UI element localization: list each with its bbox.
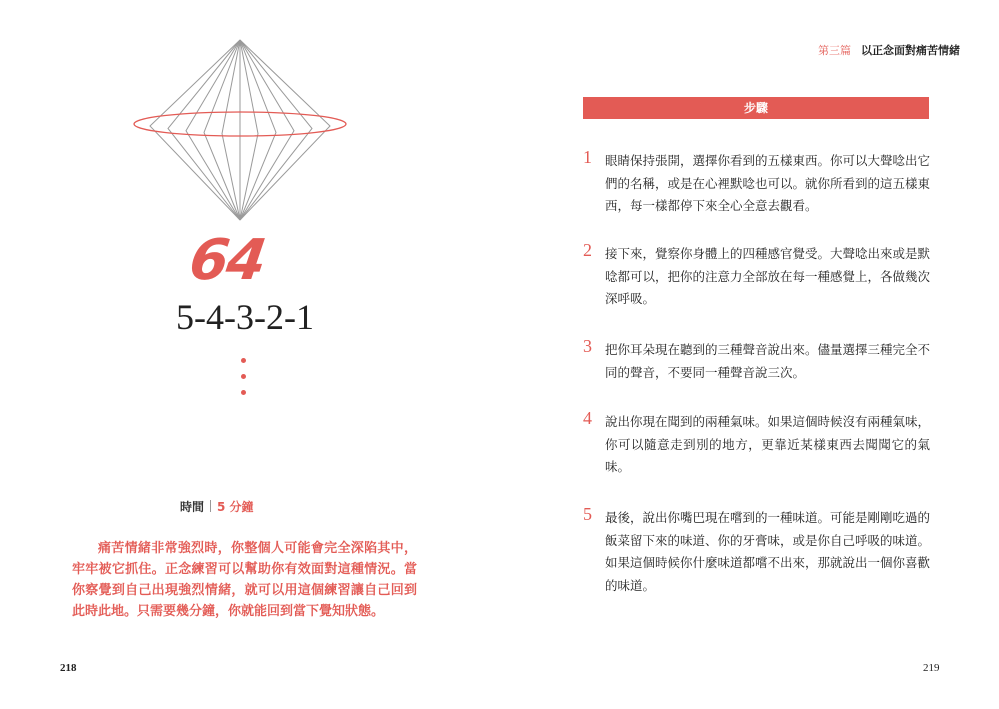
page-number-right: 219	[923, 662, 940, 674]
time-value: 5 分鐘	[217, 500, 254, 514]
step-number: 2	[583, 240, 592, 260]
step-number: 5	[583, 504, 592, 524]
time-label: 時間	[180, 500, 205, 514]
dot	[241, 390, 246, 395]
diamond-facet	[222, 40, 240, 220]
chapter-title: 以正念面對痛苦情緒	[861, 44, 960, 57]
diamond-illustration	[120, 38, 360, 228]
right-page	[500, 0, 999, 709]
exercise-number: 64	[185, 228, 269, 293]
step-text: 接下來，覺察你身體上的四種感官覺受。大聲唸出來或是默唸都可以，把你的注意力全部放在每一種感覺上，各做幾次深呼吸。	[605, 246, 931, 306]
step-text: 把你耳朵現在聽到的三種聲音說出來。儘量選擇三種完全不同的聲音，不要同一種聲音說三次。	[605, 342, 931, 380]
time-row	[180, 498, 320, 515]
diamond-facet	[240, 40, 330, 220]
intro-paragraph: 痛苦情緒非常強烈時，你整個人可能會完全深陷其中，牢牢被它抓住。正念練習可以幫助你有效面對這種情況。當你察覺到自己出現強烈情緒，就可以用這個練習讓自己回到此時此地。只需要幾分鐘，你就能回到當下覺知狀態。	[72, 541, 417, 619]
diamond-facet	[240, 40, 294, 220]
dot	[241, 358, 246, 363]
step-number: 3	[583, 336, 592, 356]
decorative-dots	[241, 358, 247, 406]
part-label: 第三篇	[818, 44, 851, 57]
steps-heading: 步驟	[583, 97, 929, 119]
diamond-facet	[150, 40, 240, 220]
dot	[241, 374, 246, 379]
running-head	[800, 42, 960, 58]
step-number: 4	[583, 408, 592, 428]
page-number-left: 218	[60, 662, 77, 674]
diamond-facet	[186, 40, 240, 220]
divider	[210, 500, 211, 512]
step-text: 眼睛保持張開，選擇你看到的五樣東西。你可以大聲唸出它們的名稱，或是在心裡默唸也可以。就你所看到的這五樣東西，每一樣都停下來全心全意去觀看。	[605, 153, 931, 213]
exercise-title: 5-4-3-2-1	[176, 297, 314, 337]
diamond-facet	[240, 40, 258, 220]
step-text: 最後，說出你嘴巴現在嚐到的一種味道。可能是剛剛吃過的飯菜留下來的味道、你的牙膏味，或是你自己呼吸的味道。如果這個時候你什麼味道都嚐不出來，那就說出一個你喜歡的味道。	[605, 510, 931, 593]
step-text: 說出你現在聞到的兩種氣味。如果這個時候沒有兩種氣味，你可以隨意走到別的地方，更靠近某樣東西去聞聞它的氣味。	[605, 414, 931, 474]
step-number: 1	[583, 147, 592, 167]
